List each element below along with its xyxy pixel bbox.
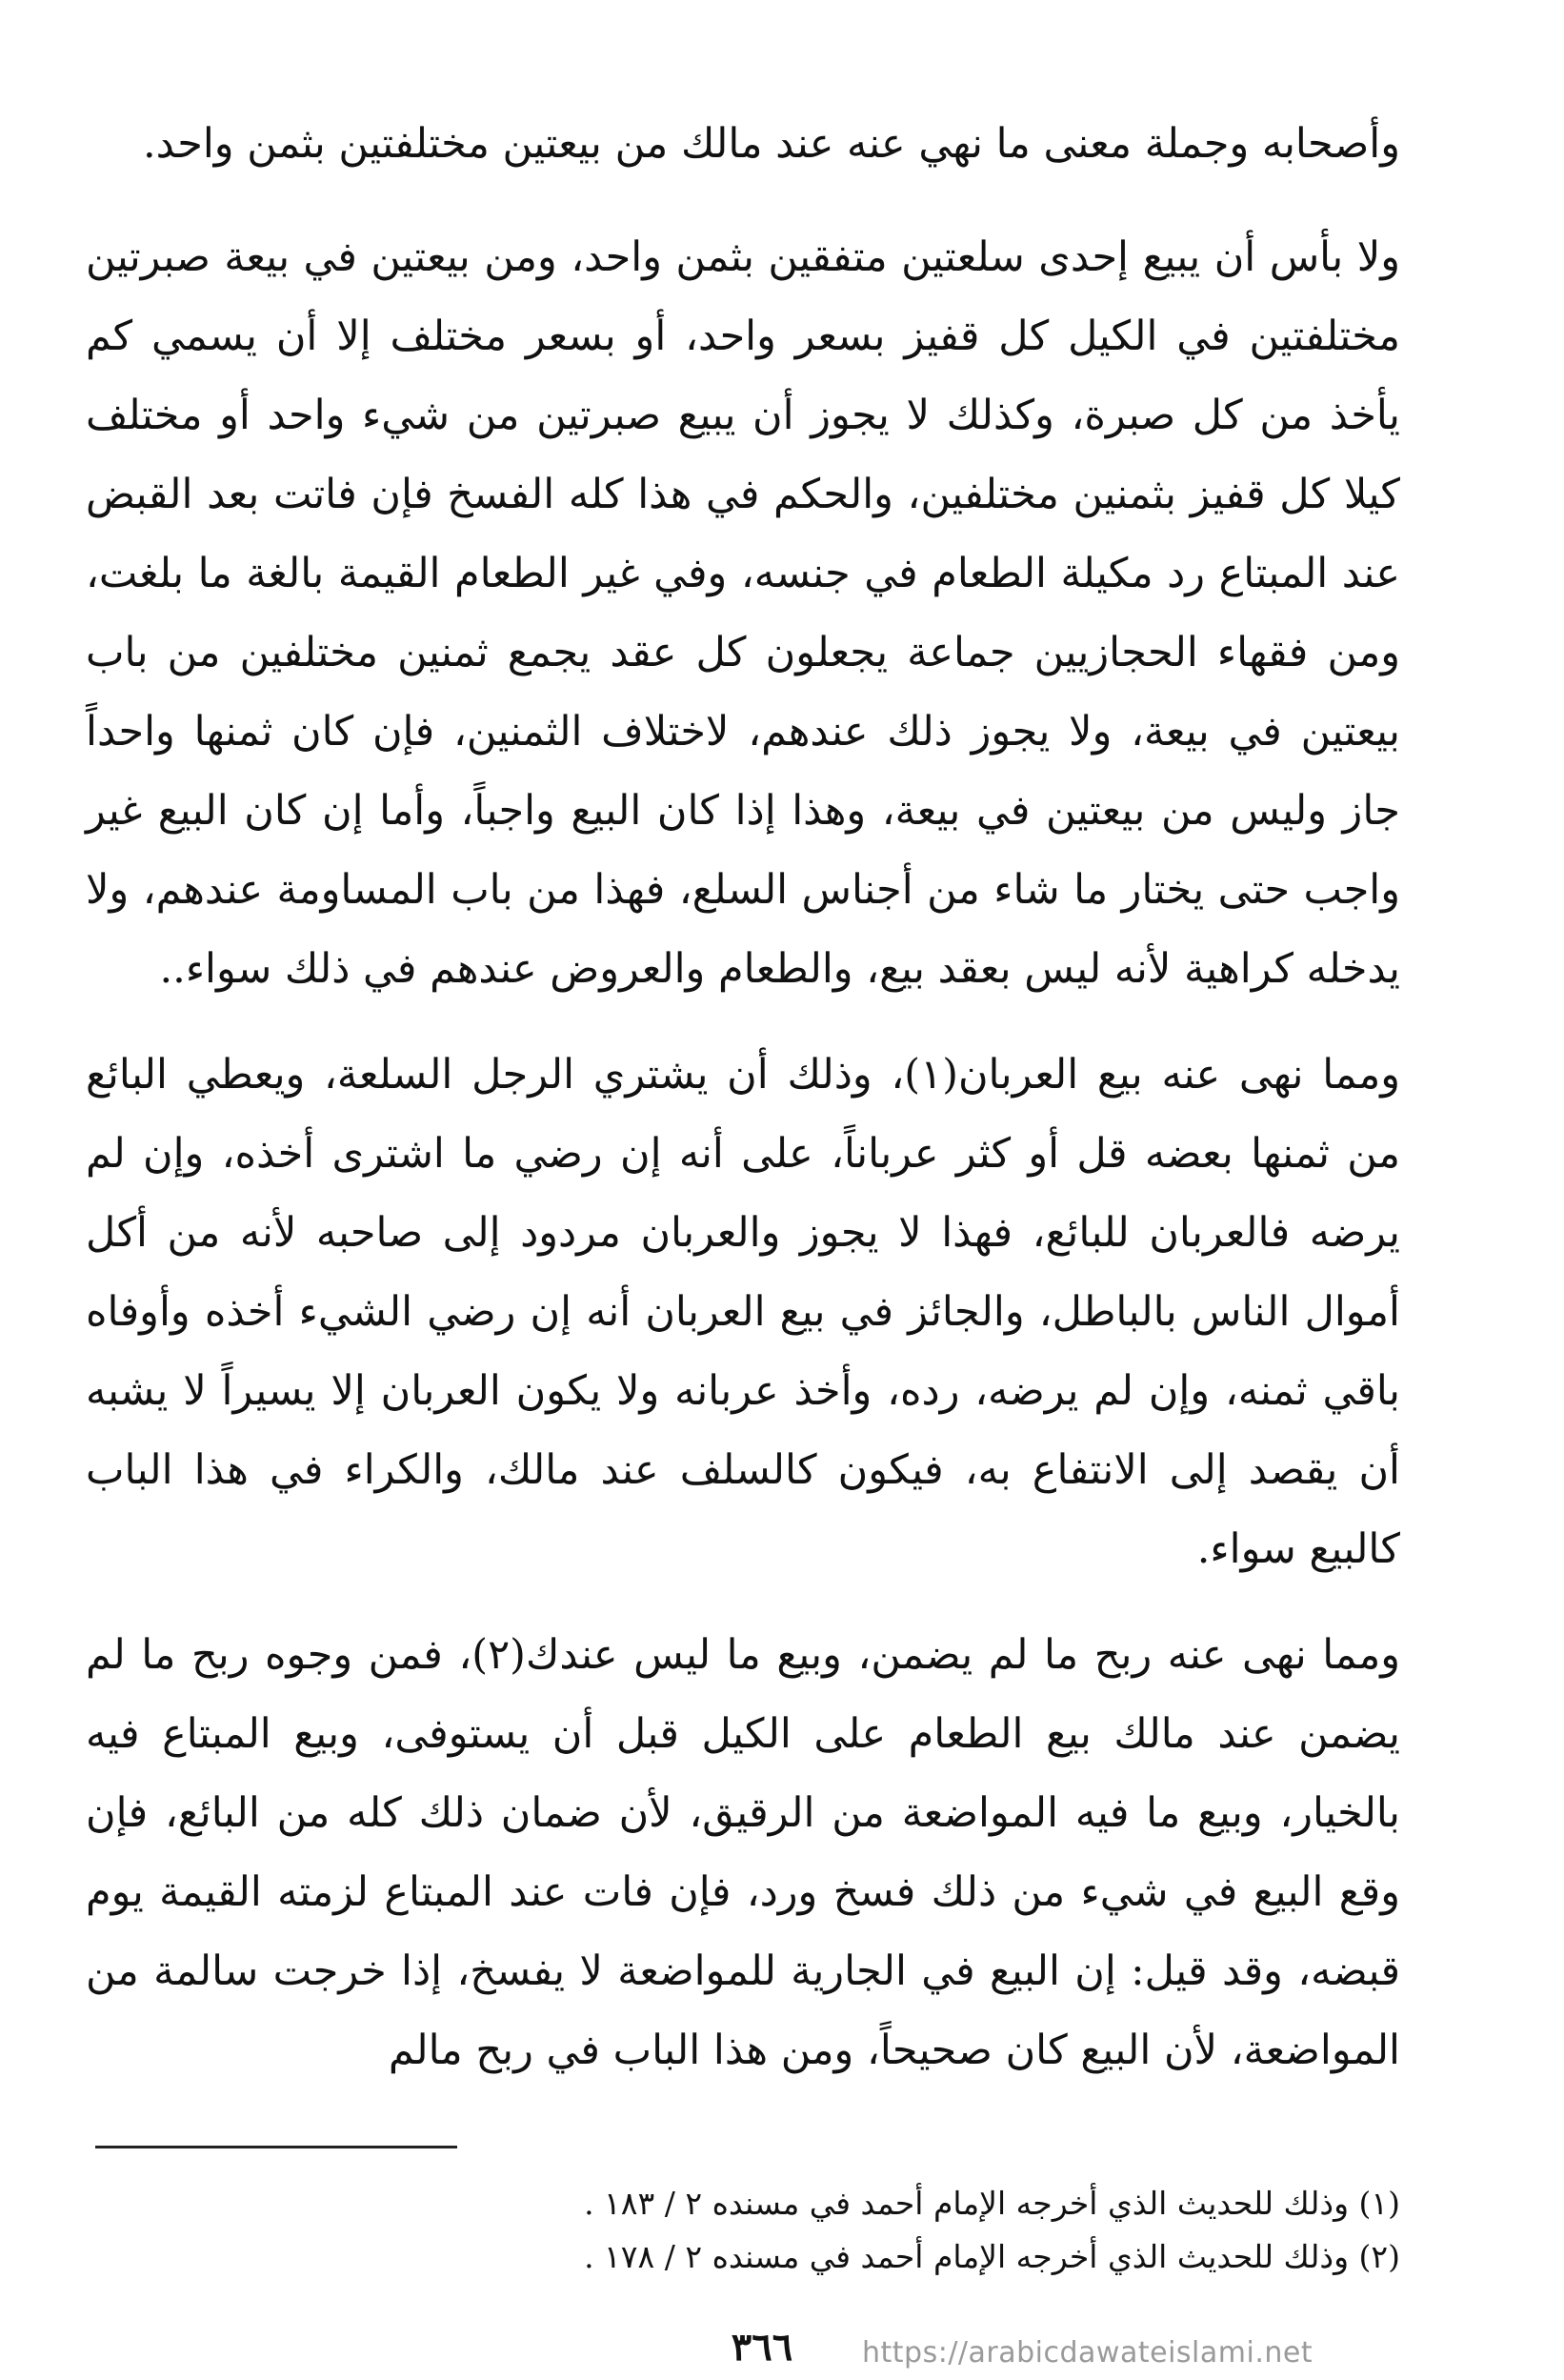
- footnote-2: (٢) وذلك للحديث الذي أخرجه الإمام أحمد في مسنده ٢ / ١٧٨ .: [584, 2238, 1400, 2275]
- footnote-divider: [95, 2146, 457, 2148]
- paragraph-4: ومما نهى عنه ربح ما لم يضمن، وبيع ما ليس عندك(٢)، فمن وجوه ربح ما لم يضمن عند مالك بيع الطعام على الكيل قبل أن يستوفى، وبيع المبتاع فيه بالخيار، وبيع ما فيه المواضعة من الرقيق، لأن ضمان ذلك كله من البائع، فإن وقع البيع في شيء من ذلك فسخ ورد، فإن فات عند المبتاع لزمته القيمة يوم قبضه، وقد قيل: إن البيع في الجارية للمواضعة لا يفسخ، إذا خرجت سالمة من المواضعة، لأن البيع كان صحيحاً، ومن هذا الباب في ربح مالم: [86, 1631, 1400, 2074]
- footnotes: [86, 2177, 1400, 2284]
- footnote-1: (١) وذلك للحديث الذي أخرجه الإمام أحمد في مسنده ٢ / ١٨٣ .: [584, 2185, 1400, 2222]
- page-number: ٣٦٦: [731, 2325, 793, 2370]
- paragraph-2: ولا بأس أن يبيع إحدى سلعتين متفقين بثمن واحد، ومن بيعتين في بيعة صبرتين مختلفتين في الكيل كل قفيز بسعر واحد، أو بسعر مختلف إلا أن يسمي كم يأخذ من كل صبرة، وكذلك لا يجوز أن يبيع صبرتين من شيء واحد أو مختلف كيلا كل قفيز بثمنين مختلفين، والحكم في هذا كله الفسخ فإن فاتت بعد القبض عند المبتاع رد مكيلة الطعام في جنسه، وفي غير الطعام القيمة بالغة ما بلغت، ومن فقهاء الحجازيين جماعة يجعلون كل عقد يجمع ثمنين مختلفين من باب بيعتين في بيعة، ولا يجوز ذلك عندهم، لاختلاف الثمنين، فإن كان ثمنها واحداً جاز وليس من بيعتين في بيعة، وهذا إذا كان البيع واجباً، وأما إن كان البيع غير واجب حتى يختار ما شاء من أجناس السلع، فهذا من باب المساومة عندهم، ولا يدخله كراهية لأنه ليس بعقد بيع، والطعام والعروض عندهم في ذلك سواء..: [86, 233, 1400, 993]
- watermark-url: https://arabicdawateislami.net: [862, 2336, 1313, 2370]
- paragraph-1: وأصحابه وجملة معنى ما نهي عنه عند مالك من بيعتين مختلفتين بثمن واحد.: [143, 120, 1400, 168]
- main-text: [86, 105, 1400, 2117]
- paragraph-3: ومما نهى عنه بيع العربان(١)، وذلك أن يشتري الرجل السلعة، ويعطي البائع من ثمنها بعضه قل أو كثر عرباناً، على أنه إن رضي ما اشترى أخذه، وإن لم يرضه فالعربان للبائع، فهذا لا يجوز والعربان مردود إلى صاحبه لأنه من أكل أموال الناس بالباطل، والجائز في بيع العربان أنه إن رضي الشيء أخذه وأوفاه باقي ثمنه، وإن لم يرضه، رده، وأخذ عربانه ولا يكون العربان إلا يسيراً لا يشبه أن يقصد إلى الانتفاع به، فيكون كالسلف عند مالك، والكراء في هذا الباب كالبيع سواء.: [86, 1051, 1400, 1573]
